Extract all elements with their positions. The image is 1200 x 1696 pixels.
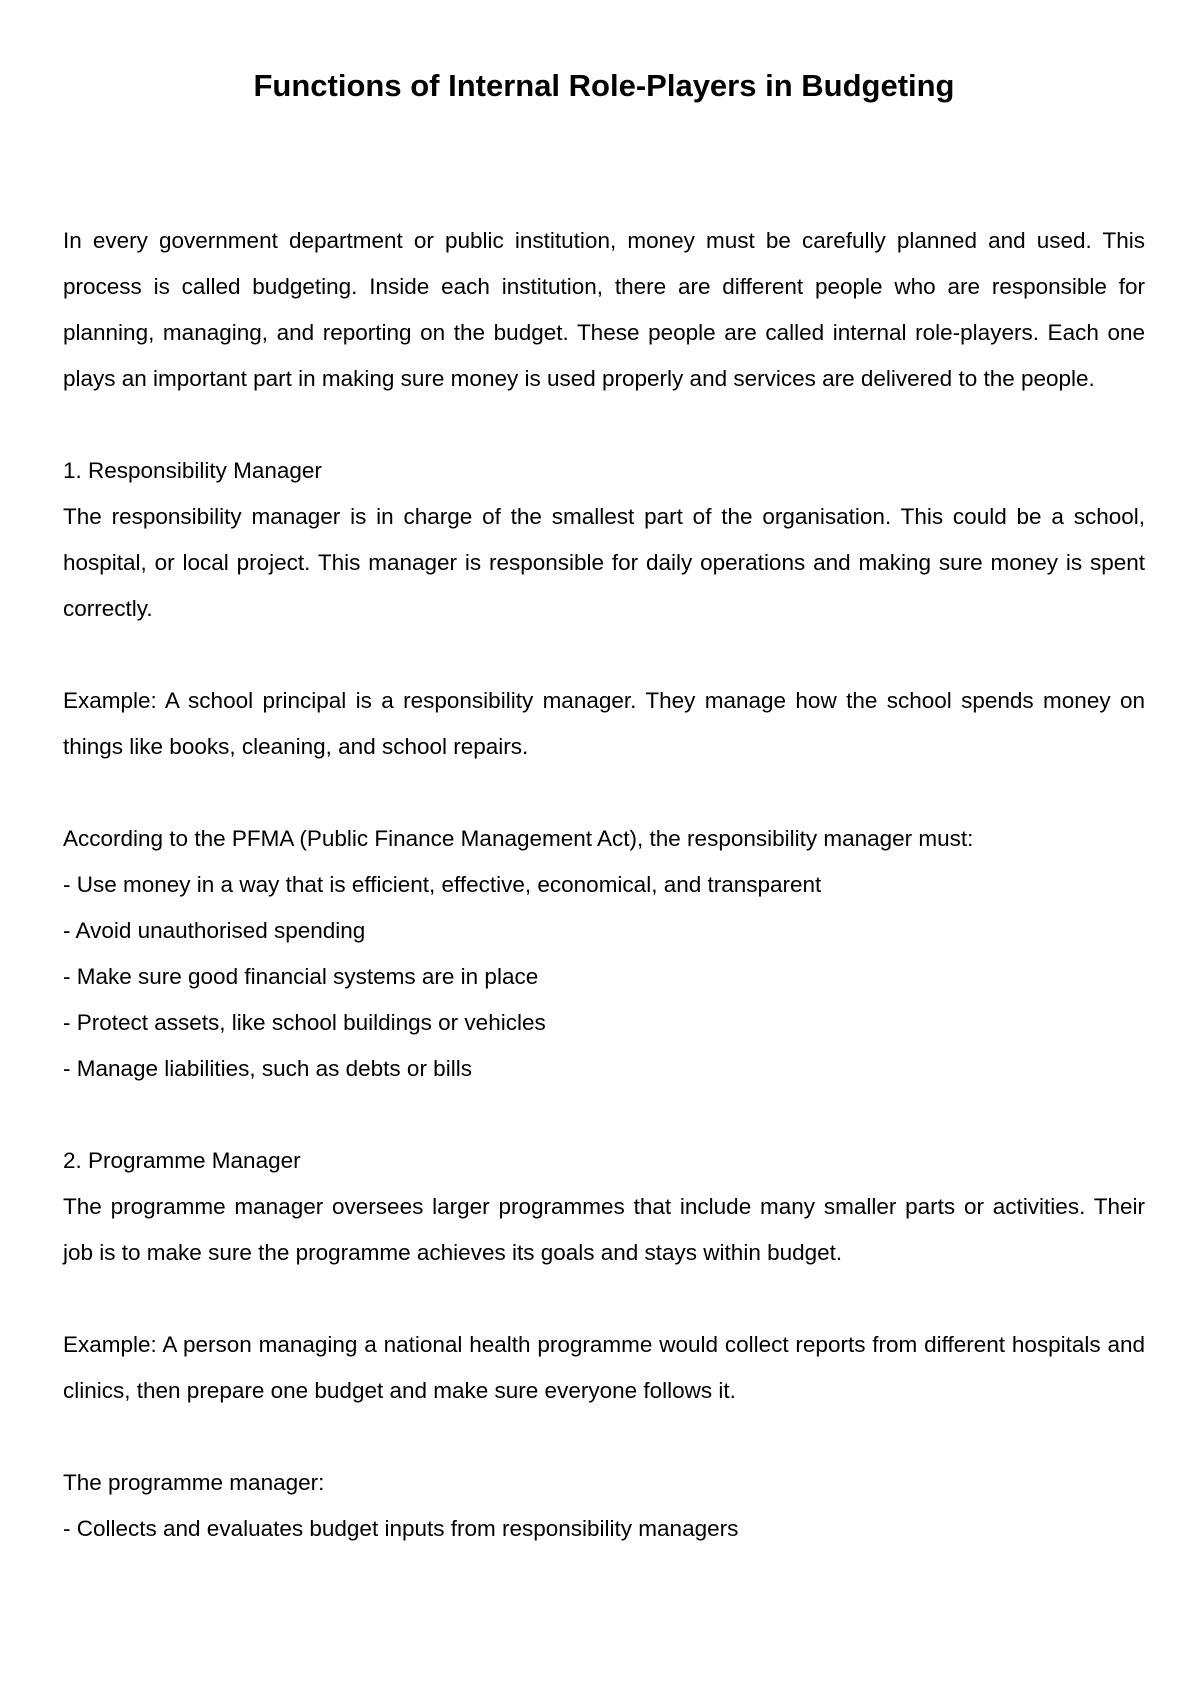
section-heading: 2. Programme Manager bbox=[63, 1148, 301, 1173]
list-item: - Avoid unauthorised spending bbox=[63, 918, 366, 943]
section-description: The responsibility manager is in charge of the smallest part of the organisation. This could be a school, hospital, or local project. This manager is responsible for daily operations and making sure money is spent correctly. bbox=[63, 504, 1145, 621]
list-item: - Make sure good financial systems are in place bbox=[63, 964, 539, 989]
list-item: - Manage liabilities, such as debts or bills bbox=[63, 1056, 472, 1081]
section-responsibility-manager bbox=[63, 448, 1145, 1092]
section-description: The programme manager oversees larger programmes that include many smaller parts or activities. Their job is to make sure the programme achieves its goals and stays within budget. bbox=[63, 1194, 1145, 1265]
section-example: Example: A person managing a national health programme would collect reports from different hospitals and clinics, then prepare one budget and make sure everyone follows it. bbox=[63, 1332, 1145, 1403]
section-example: Example: A school principal is a responsibility manager. They manage how the school spends money on things like books, cleaning, and school repairs. bbox=[63, 688, 1145, 759]
document-title: Functions of Internal Role-Players in Budgeting bbox=[253, 68, 955, 103]
list-item: - Use money in a way that is efficient, effective, economical, and transparent bbox=[63, 872, 822, 897]
duties-list bbox=[63, 1506, 1145, 1552]
duties-list bbox=[63, 862, 1145, 1092]
document-body bbox=[63, 218, 1145, 1552]
section-heading: 1. Responsibility Manager bbox=[63, 458, 322, 483]
list-intro: According to the PFMA (Public Finance Management Act), the responsibility manager must: bbox=[63, 826, 974, 851]
intro-paragraph: In every government department or public institution, money must be carefully planned and used. This process is called budgeting. Inside each institution, there are different people who are responsible for planning, managing, and reporting on the budget. These people are called internal role-players. Each one plays an important part in making sure money is used properly and services are delivered to the people. bbox=[63, 228, 1145, 391]
list-item: - Protect assets, like school buildings or vehicles bbox=[63, 1010, 546, 1035]
list-intro: The programme manager: bbox=[63, 1470, 325, 1495]
list-item: - Collects and evaluates budget inputs from responsibility managers bbox=[63, 1516, 739, 1541]
section-programme-manager bbox=[63, 1138, 1145, 1552]
